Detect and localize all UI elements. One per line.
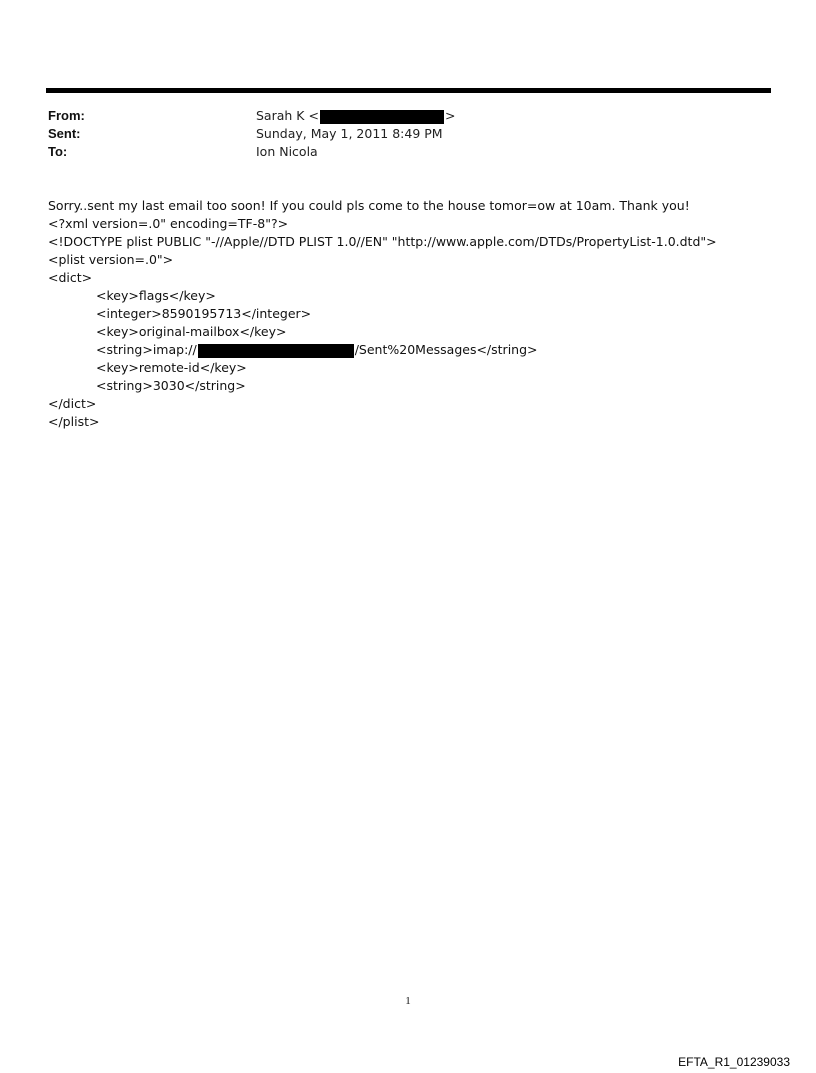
sent-label: Sent:: [48, 126, 81, 141]
from-row: [48, 107, 748, 125]
dict-open: <dict>: [48, 270, 93, 285]
integer-flags: <integer>8590195713</integer>: [96, 306, 312, 321]
string-imap: [48, 341, 788, 359]
string-imap-suffix: /Sent%20Messages</string>: [354, 342, 538, 357]
plist-open: <plist version=.0">: [48, 252, 174, 267]
to-label: To:: [48, 144, 68, 159]
email-body: [48, 197, 788, 431]
redacted-host-block: [198, 344, 354, 358]
to-value: Ion Nicola: [256, 144, 318, 159]
message-text: Sorry..sent my last email too soon! If you could pls come to the house tomor=ow at 10am. Thank you!: [48, 198, 690, 213]
from-close-bracket: >: [444, 108, 456, 123]
page-number: 1: [405, 995, 411, 1007]
from-value: [256, 107, 455, 125]
string-imap-prefix: <string>imap://: [96, 342, 197, 357]
xml-declaration: <?xml version=.0" encoding=TF-8"?>: [48, 216, 289, 231]
string-remote-id: <string>3030</string>: [96, 378, 246, 393]
key-flags: <key>flags</key>: [96, 288, 216, 303]
sent-row: [48, 125, 748, 143]
document-id: EFTA_R1_01239033: [678, 1055, 790, 1069]
to-row: [48, 143, 748, 161]
key-remote-id: <key>remote-id</key>: [96, 360, 247, 375]
from-name: Sarah K <: [256, 108, 319, 123]
key-original-mailbox: <key>original-mailbox</key>: [96, 324, 287, 339]
redacted-email-block: [320, 110, 444, 124]
dict-close: </dict>: [48, 396, 97, 411]
header-divider: [46, 88, 771, 93]
email-header: [48, 107, 748, 161]
doctype-line: <!DOCTYPE plist PUBLIC "-//Apple//DTD PLIST 1.0//EN" "http://www.apple.com/DTDs/PropertyList-1.0.dtd">: [48, 234, 717, 249]
from-label: From:: [48, 108, 85, 123]
plist-close: </plist>: [48, 414, 100, 429]
sent-value: Sunday, May 1, 2011 8:49 PM: [256, 126, 443, 141]
